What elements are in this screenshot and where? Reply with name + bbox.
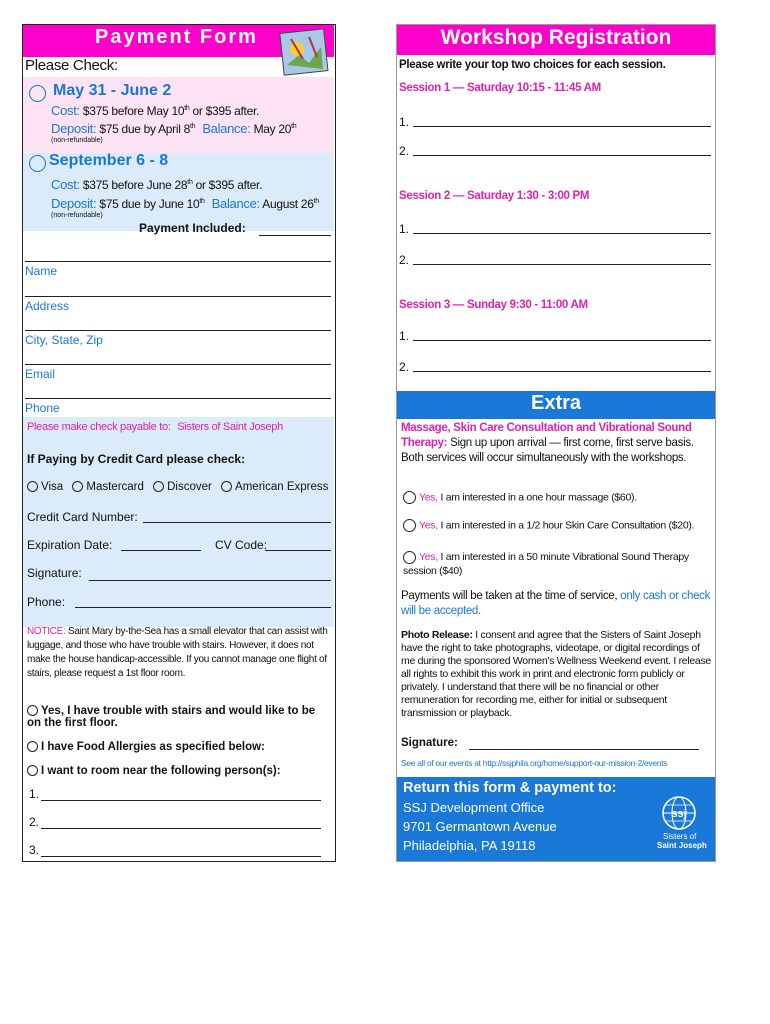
s1-choice2[interactable] <box>413 155 711 156</box>
svg-text:ssj: ssj <box>671 808 687 820</box>
room2-num: 2. <box>29 815 40 829</box>
payable-text: Please make check payable to: Sisters of Saint Joseph <box>27 421 283 433</box>
signature-field[interactable] <box>89 580 331 581</box>
s1-choice1[interactable] <box>413 126 711 127</box>
mastercard-checkbox[interactable]: Mastercard <box>72 481 144 493</box>
city-field[interactable] <box>25 364 331 365</box>
please-check-label: Please Check: <box>25 57 118 74</box>
s2-num1: 1. <box>399 222 410 236</box>
room2-field[interactable] <box>41 828 321 829</box>
option1-dates: May 31 - June 2 <box>53 82 172 99</box>
payment-form-title: Payment Form <box>95 26 258 48</box>
email-label: Email <box>25 367 56 381</box>
logo-text-a: Sisters of <box>663 832 697 841</box>
phone-label: Phone <box>25 401 60 415</box>
s1-num2: 2. <box>399 144 410 158</box>
visa-checkbox[interactable]: Visa <box>27 481 63 493</box>
s2-choice1[interactable] <box>413 233 711 234</box>
option1-radio[interactable] <box>29 85 46 102</box>
payment-form-panel <box>22 24 336 862</box>
name-field[interactable] <box>25 296 331 297</box>
address-label: Address <box>25 299 70 313</box>
s1-num1: 1. <box>399 115 410 129</box>
expiration-label: Expiration Date: <box>27 538 113 552</box>
option1-deposit: Deposit: $75 due by April 8th Balance: May 20th <box>51 121 297 136</box>
option2-cost: Cost: $375 before June 28th or $395 after. <box>51 177 263 192</box>
city-label: City, State, Zip <box>25 333 103 347</box>
discover-checkbox[interactable]: Discover <box>153 481 212 493</box>
photo-release: Photo Release: I consent and agree that the Sisters of Saint Joseph have the right to take photographs, videotape, or digital recordings of me during the sponsored Women's Wellness Weekend event. I release all rights to exhibit this work in print and electronic form publicly or privately. I understand that there will be no financial or other remuneration for recording me, either for initial or subsequent transmission or playback. <box>401 629 711 719</box>
return-heading: Return this form & payment to: <box>403 780 617 796</box>
cc-number-field[interactable] <box>143 522 331 523</box>
cv-code-field[interactable] <box>265 550 331 551</box>
address-line2: 9701 Germantown Avenue <box>403 819 557 834</box>
payment-included-label: Payment Included: <box>139 221 246 235</box>
s3-num1: 1. <box>399 329 410 343</box>
s3-choice1[interactable] <box>413 340 711 341</box>
art-image <box>279 29 329 77</box>
card-options <box>27 481 328 493</box>
field-top-line <box>25 261 331 262</box>
skincare-option[interactable]: Yes, I am interested in a 1/2 hour Skin Care Consultation ($20). <box>403 519 715 532</box>
option2-dates: September 6 - 8 <box>49 152 169 169</box>
s3-num2: 2. <box>399 360 410 374</box>
session3-label: Session 3 — Sunday 9:30 - 11:00 AM <box>399 299 588 311</box>
extra-intro: Massage, Skin Care Consultation and Vibrational Sound Therapy: Sign up upon arrival — first come, first serve basis. Both services will occur simultaneously with the workshops. <box>401 422 694 464</box>
room1-num: 1. <box>29 787 40 801</box>
events-link[interactable]: See all of our events at http://ssjphila.org/home/support-our-mission-2/events <box>401 758 668 768</box>
signature-label: Signature: <box>27 566 82 580</box>
option2-radio[interactable] <box>29 155 46 172</box>
payments-note: Payments will be taken at the time of service, only cash or check will be accepted. <box>401 590 711 617</box>
cv-code-label: CV Code: <box>215 538 268 552</box>
extra-title: Extra <box>530 392 582 414</box>
email-field[interactable] <box>25 398 331 399</box>
stairs-checkbox[interactable]: Yes, I have trouble with stairs and would like to be on the first floor. <box>27 705 316 729</box>
right-signature-field[interactable] <box>469 749 699 750</box>
option2-deposit: Deposit: $75 due by June 10th Balance: August 26th <box>51 196 319 211</box>
amex-checkbox[interactable]: American Express <box>221 481 328 493</box>
logo-text-b: Saint Joseph <box>657 841 707 850</box>
s3-choice2[interactable] <box>413 371 711 372</box>
ssj-logo-icon <box>661 795 697 831</box>
room3-field[interactable] <box>41 856 321 857</box>
name-label: Name <box>25 264 58 278</box>
cc-number-label: Credit Card Number: <box>27 510 138 524</box>
s2-choice2[interactable] <box>413 264 711 265</box>
sound-therapy-option[interactable]: Yes, I am interested in a 50 minute Vibrational Sound Therapy session ($40) <box>403 551 689 577</box>
session1-label: Session 1 — Saturday 10:15 - 11:45 AM <box>399 82 601 94</box>
allergies-checkbox[interactable]: I have Food Allergies as specified below: <box>27 741 265 753</box>
room3-num: 3. <box>29 843 40 857</box>
address-field[interactable] <box>25 330 331 331</box>
expiration-field[interactable] <box>121 550 201 551</box>
credit-card-heading: If Paying by Credit Card please check: <box>27 452 246 466</box>
workshop-title: Workshop Registration <box>440 26 672 49</box>
option1-cost: Cost: $375 before May 10th or $395 after. <box>51 103 260 118</box>
address-line3: Philadelphia, PA 19118 <box>403 838 536 853</box>
phone2-field[interactable] <box>75 607 331 608</box>
option1-nonref: (non-refundable) <box>51 137 103 144</box>
instructions: Please write your top two choices for each session. <box>399 59 666 71</box>
s2-num2: 2. <box>399 253 410 267</box>
session2-label: Session 2 — Saturday 1:30 - 3:00 PM <box>399 190 590 202</box>
massage-option[interactable]: Yes, I am interested in a one hour massage ($60). <box>403 491 715 504</box>
workshop-panel <box>396 24 716 862</box>
room-checkbox[interactable]: I want to room near the following person(s): <box>27 765 281 777</box>
notice-text: NOTICE: Saint Mary by-the-Sea has a small elevator that can assist with luggage, and those who have trouble with stairs. However, it does not make the house handicap-accessible. If you cannot manage one flight of stairs, please request a 1st floor room. <box>27 626 328 679</box>
phone2-label: Phone: <box>27 595 66 609</box>
payment-included-field[interactable] <box>259 235 331 236</box>
address-line1: SSJ Development Office <box>403 800 545 815</box>
right-signature-label: Signature: <box>401 737 458 749</box>
option2-nonref: (non-refundable) <box>51 212 103 219</box>
room1-field[interactable] <box>41 800 321 801</box>
